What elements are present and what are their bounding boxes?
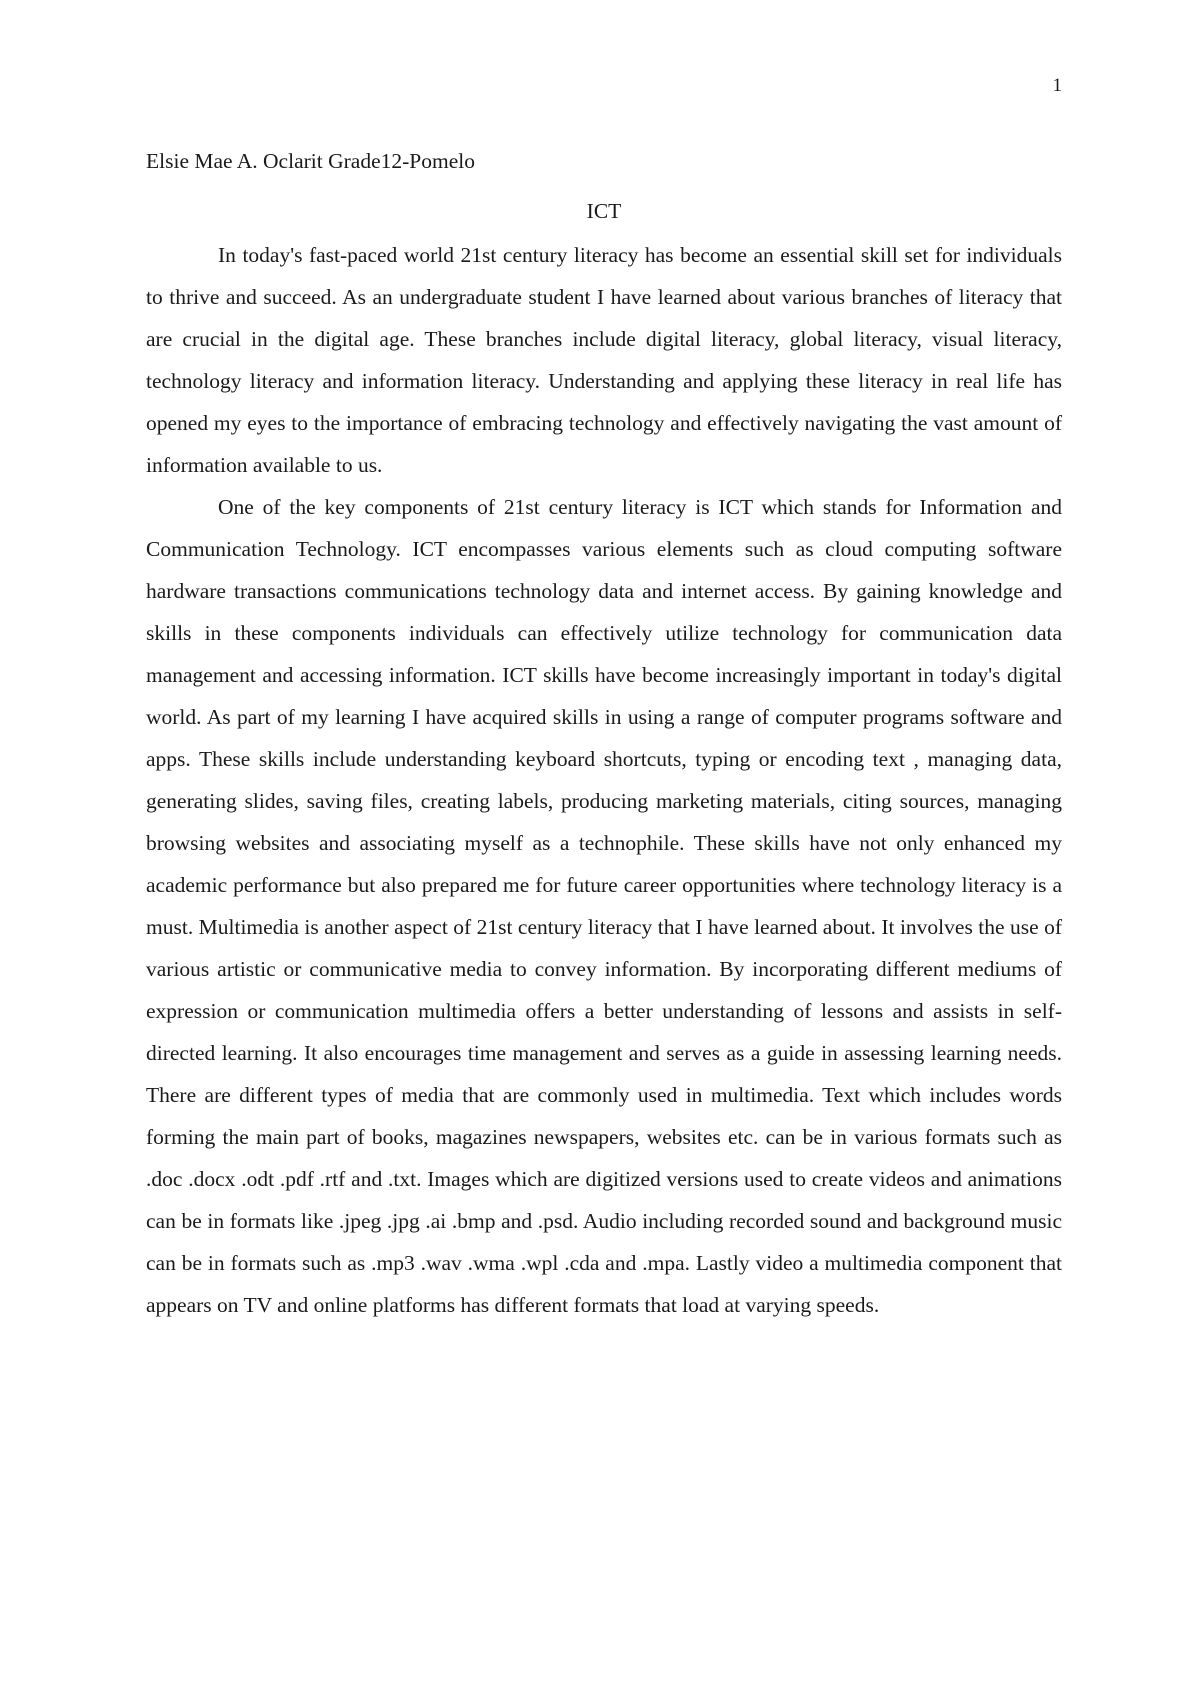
page-number: 1 [1052, 75, 1062, 96]
document-body [146, 146, 1062, 1326]
document-title: ICT [586, 199, 622, 223]
paragraph-intro: In today's fast-paced world 21st century literacy has become an essential skill set for individuals to thrive and succeed. As an undergraduate student I have learned about various branches of literacy that are crucial in the digital age. These branches include digital literacy, global literacy, visual literacy, technology literacy and information literacy. Understanding and applying these literacy in real life has opened my eyes to the importance of embracing technology and effectively navigating the vast amount of information available to us. [146, 243, 1062, 477]
author-line: Elsie Mae A. Oclarit Grade12-Pomelo [146, 149, 475, 173]
paragraph-ict: One of the key components of 21st century literacy is ICT which stands for Information and Communication Technology. ICT encompasses various elements such as cloud computing software hardware transactions communications technology data and internet access. By gaining knowledge and skills in these components individuals can effectively utilize technology for communication data management and accessing information. ICT skills have become increasingly important in today's digital world. As part of my learning I have acquired skills in using a range of computer programs software and apps. These skills include understanding keyboard shortcuts, typing or encoding text , managing data, generating slides, saving files, creating labels, producing marketing materials, citing sources, managing browsing websites and associating myself as a technophile. These skills have not only enhanced my academic performance but also prepared me for future career opportunities where technology literacy is a must. Multimedia is another aspect of 21st century literacy that I have learned about. It involves the use of various artistic or communicative media to convey information. By incorporating different mediums of expression or communication multimedia offers a better understanding of lessons and assists in self-directed learning. It also encourages time management and serves as a guide in assessing learning needs. There are different types of media that are commonly used in multimedia. Text which includes words forming the main part of books, magazines newspapers, websites etc. can be in various formats such as .doc .docx .odt .pdf .rtf and .txt. Images which are digitized versions used to create videos and animations can be in formats like .jpeg .jpg .ai .bmp and .psd. Audio including recorded sound and background music can be in formats such as .mp3 .wav .wma .wpl .cda and .mpa. Lastly video a multimedia component that appears on TV and online platforms has different formats that load at varying speeds. [146, 495, 1062, 1317]
